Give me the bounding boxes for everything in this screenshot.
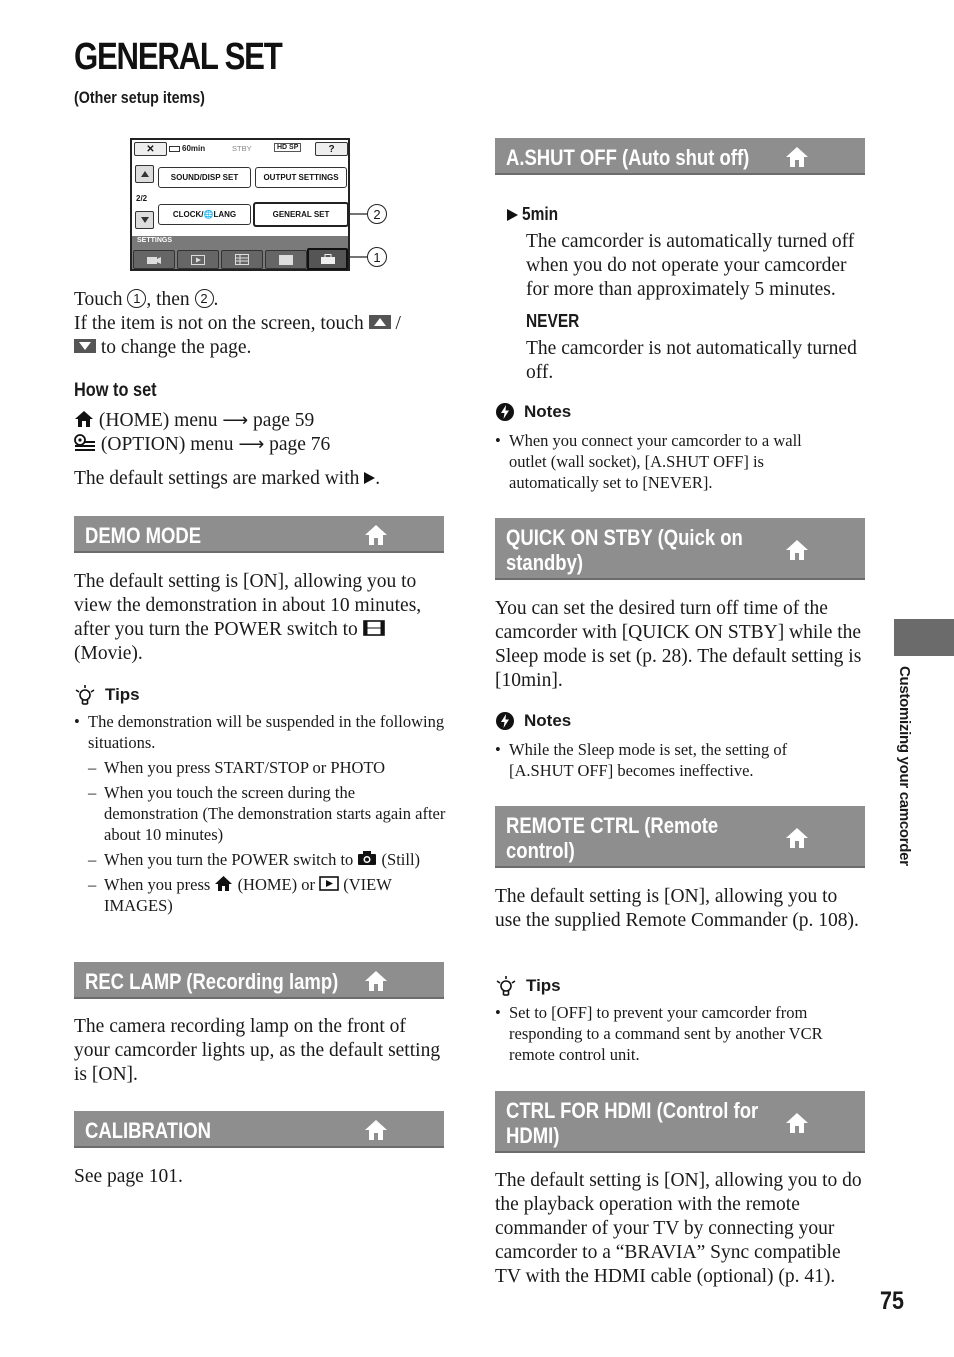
arrow-down-icon [141,217,149,223]
shut-off-option-5min: 5min [507,204,564,225]
ctrl-hdmi-body: The default setting is [ON], allowing you to do the playback operation with the remote commander of your TV by connecting your camcorder to a “BRAVIA” Sync compatible TV with the HDMI cable (optional) (p. 41). [495,1170,862,1287]
output-settings-button[interactable]: OUTPUT SETTINGS [255,167,347,188]
home-icon [785,145,809,169]
circle-2: 2 [195,289,214,308]
list-item: • When you connect your camcorder to a wall outlet (wall socket), [A.SHUT OFF] is automatically set to [NEVER]. [495,430,840,493]
shut-off-option-never-desc: The camcorder is not automatically turned off. [526,338,857,383]
option-icon [74,434,96,452]
shut-off-header: A.SHUT OFF (Auto shut off) [495,138,865,175]
page-down-button[interactable] [135,211,154,229]
list-item: – When you press (HOME) or (VIEW IMAGES) [88,874,446,916]
tab-list[interactable] [221,250,263,269]
shut-off-option-never: NEVER [526,311,580,331]
help-button[interactable]: ? [315,142,348,156]
camera-icon [357,850,377,866]
shut-off-notes-list [495,430,840,493]
shut-off-notes-heading: Notes [495,402,571,422]
list-item: – When you touch the screen during the demonstration (The demonstration starts again after about 10 minutes) [88,782,446,845]
chapter-tab-marker [894,619,954,656]
circle-1: 1 [127,289,146,308]
notes-icon [495,402,515,422]
remote-tips-list [495,1002,867,1065]
default-marker-icon [364,472,375,484]
list-icon [235,254,249,265]
page-down-icon [74,339,96,353]
category-label: SETTINGS [137,237,173,244]
page-up-icon [369,315,391,329]
quick-on-header: QUICK ON STBY (Quick on standby) [495,518,865,580]
home-icon [785,538,809,562]
shut-off-option-5min-desc: The camcorder is automatically turned off when you do not operate your camcorder for more than approximately 5 minutes. [526,231,855,300]
status-text: STBY [232,144,252,153]
home-icon [214,875,233,892]
home-icon [364,969,388,993]
demo-mode-header: DEMO MODE [74,516,444,553]
battery-icon [169,146,180,152]
intro-text: Touch 1 , then 2 . If the item is not on the screen, touch / to change the page. [74,289,401,358]
quick-on-notes-heading: Notes [495,711,571,731]
close-button[interactable]: ✕ [134,142,167,156]
tab-playback[interactable] [177,250,219,269]
general-set-button[interactable]: GENERAL SET [253,202,349,227]
quick-on-notes-list [495,739,840,781]
how-to-set-block: (HOME) menu ⟶ page 59 (OPTION) menu ⟶ page 76 The default settings are marked with . [74,410,381,489]
list-item: • The demonstration will be suspended in the following situations. – When you press START/STOP or PHOTO – When you touch the screen during the demonstration (The demonstration starts again after about 10 minutes) – When you turn the POWER switch to (Still) – When you press (HOME) or (VIEW IMAGES) [74,711,446,916]
remote-ctrl-header: REMOTE CTRL (Remote control) [495,806,865,868]
page-title: GENERAL SET [74,36,282,78]
arrow-up-icon [141,171,149,177]
play-icon [191,255,205,265]
chapter-side-label: Customizing your camcorder [896,666,913,866]
demo-tips-heading: Tips [74,684,140,706]
notes-icon [495,711,515,731]
tab-display[interactable] [265,250,307,269]
home-icon [785,826,809,850]
toolbox-icon [320,254,336,265]
remote-tips-heading: Tips [495,975,561,997]
calibration-header: CALIBRATION [74,1111,444,1148]
camera-icon [146,255,162,265]
home-icon [364,523,388,547]
demo-tips-list [74,711,446,916]
list-item: – When you press START/STOP or PHOTO [88,757,446,778]
tab-settings[interactable] [307,248,348,270]
calibration-body: See page 101. [74,1166,183,1187]
home-icon [364,1118,388,1142]
home-icon [74,410,94,428]
how-to-set-heading: How to set [74,380,157,401]
clock-lang-button[interactable]: CLOCK/🌐LANG [158,204,251,225]
list-item: – When you turn the POWER switch to (Still) [88,849,446,870]
home-icon [785,1111,809,1135]
list-item: • Set to [OFF] to prevent your camcorder from responding to a command sent by another VCR remote control unit. [495,1002,867,1065]
rec-lamp-header: REC LAMP (Recording lamp) [74,962,444,999]
page-up-button[interactable] [135,165,154,183]
page-subtitle: (Other setup items) [74,88,205,107]
quick-on-body: You can set the desired turn off time of the camcorder with [QUICK ON STBY] while the Sleep mode is set (p. 28). The default setting is [10min]. [495,598,862,691]
display-icon [279,255,293,265]
battery-indicator: 60min [169,144,205,153]
lightbulb-icon [74,684,96,706]
movie-icon [363,620,385,636]
quality-badge: HD SP [274,143,301,152]
rec-lamp-body: The camera recording lamp on the front of your camcorder lights up, as the default setting is [ON]. [74,1016,441,1085]
page-number: 75 [880,1287,904,1315]
tab-camera[interactable] [133,250,175,269]
arrow-right-icon: ⟶ [222,410,249,431]
arrow-right-icon: ⟶ [238,434,265,455]
lightbulb-icon [495,975,517,997]
remote-ctrl-body: The default setting is [ON], allowing you to use the supplied Remote Commander (p. 108). [495,886,859,931]
callout-2: 2 [367,204,387,224]
list-item: • While the Sleep mode is set, the setting of [A.SHUT OFF] becomes ineffective. [495,739,840,781]
ctrl-hdmi-header: CTRL FOR HDMI (Control for HDMI) [495,1091,865,1153]
callout-1: 1 [367,247,387,267]
default-marker-icon [507,209,518,221]
sound-disp-set-button[interactable]: SOUND/DISP SET [158,167,251,188]
play-icon [319,876,339,891]
demo-mode-body: The default setting is [ON], allowing you to view the demonstration in about 10 minutes, after you turn the POWER switch to (Movie). [74,571,422,664]
lcd-screen-illustration [130,138,350,271]
page-indicator: 2/2 [136,194,148,203]
